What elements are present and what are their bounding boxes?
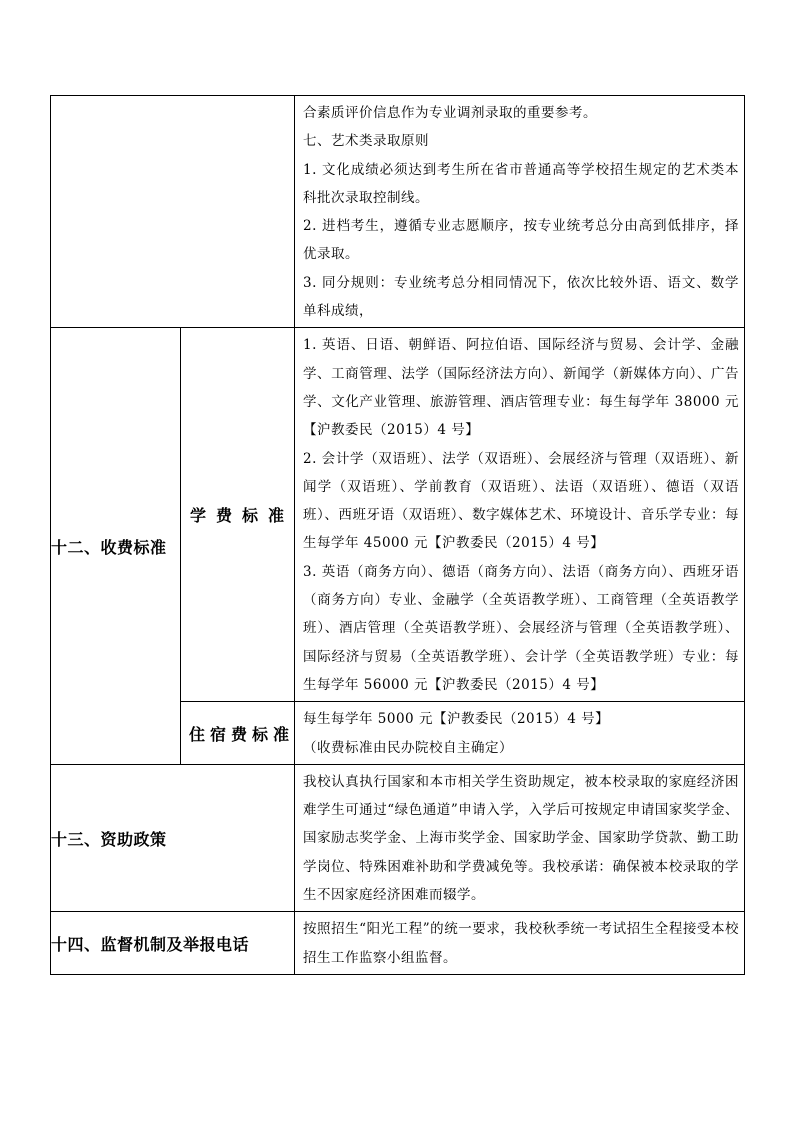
housing-fee-line: 每生每学年 5000 元【沪教委民（2015）4 号】 [303, 711, 610, 728]
row-admission-art-content-cell [295, 96, 745, 328]
supervision-text: 按照招生“阳光工程”的统一要求，我校秋季统一考试招生全程接受本校招生工作监察小组监督。 [303, 921, 739, 966]
row-admission-art-label-cell [51, 96, 295, 328]
fees-heading: 十二、收费标准 [51, 328, 181, 764]
tuition-label: 学费标准 [181, 328, 295, 702]
tuition-item-3: 3. 英语（商务方向）、德语（商务方向）、法语（商务方向）、西班牙语（商务方向）专业、金融学（全英语教学班）、工商管理（全英语教学班）、酒店管理（全英语教学班）、会展经济与管理（全英语教学班）、国际经济与贸易（全英语教学班）、会计学（全英语教学班）专业：每生每学年 56000 元【沪教委民（2015）4 号】 [303, 563, 739, 693]
admission-art-line: 合素质评价信息作为专业调剂录取的重要参考。 [303, 105, 597, 121]
row-fees-tuition [51, 328, 745, 702]
aid-content-cell [295, 764, 745, 911]
row-aid [51, 764, 745, 911]
admission-art-rule-2: 2. 进档考生，遵循专业志愿顺序，按专业统考总分由高到低排序，择优录取。 [303, 218, 739, 263]
supervision-heading: 十四、监督机制及举报电话 [51, 912, 295, 975]
row-supervision [51, 912, 745, 975]
tuition-content-cell [295, 328, 745, 702]
aid-heading: 十三、资助政策 [51, 764, 295, 911]
housing-note-line: （收费标准由民办院校自主确定） [303, 739, 513, 756]
row-admission-art [51, 96, 745, 328]
tuition-item-2: 2. 会计学（双语班）、法学（双语班）、会展经济与管理（双语班）、新闻学（双语班）、学前教育（双语班）、法语（双语班）、德语（双语班）、西班牙语（双语班）、数字媒体艺术、环境设计、音乐学专业：每生每学年 45000 元【沪教委民（2015）4 号】 [303, 450, 739, 552]
admission-table [50, 95, 745, 975]
housing-content-cell [295, 702, 745, 765]
tuition-item-1: 1. 英语、日语、朝鲜语、阿拉伯语、国际经济与贸易、会计学、金融学、工商管理、法学（国际经济法方向）、新闻学（新媒体方向）、广告学、文化产业管理、旅游管理、酒店管理专业：每生每学年 38000 元【沪教委民（2015）4 号】 [303, 337, 739, 439]
admission-art-heading: 七、艺术类录取原则 [303, 133, 429, 150]
housing-label: 住宿费标准 [181, 702, 295, 765]
admission-art-rule-1: 1. 文化成绩必须达到考生所在省市普通高等学校招生规定的艺术类本科批次录取控制线。 [303, 161, 739, 206]
aid-text: 我校认真执行国家和本市相关学生资助规定，被本校录取的家庭经济困难学生可通过“绿色通道”申请入学，入学后可按规定申请国家奖学金、国家励志奖学金、上海市奖学金、国家助学金、国家助学贷款、勤工助学岗位、特殊困难补助和学费减免等。我校承诺：确保被本校录取的学生不因家庭经济困难而辍学。 [303, 773, 739, 904]
supervision-content-cell [295, 912, 745, 975]
admission-art-rule-3: 3. 同分规则：专业统考总分相同情况下，依次比较外语、语文、数学单科成绩， [303, 274, 739, 320]
